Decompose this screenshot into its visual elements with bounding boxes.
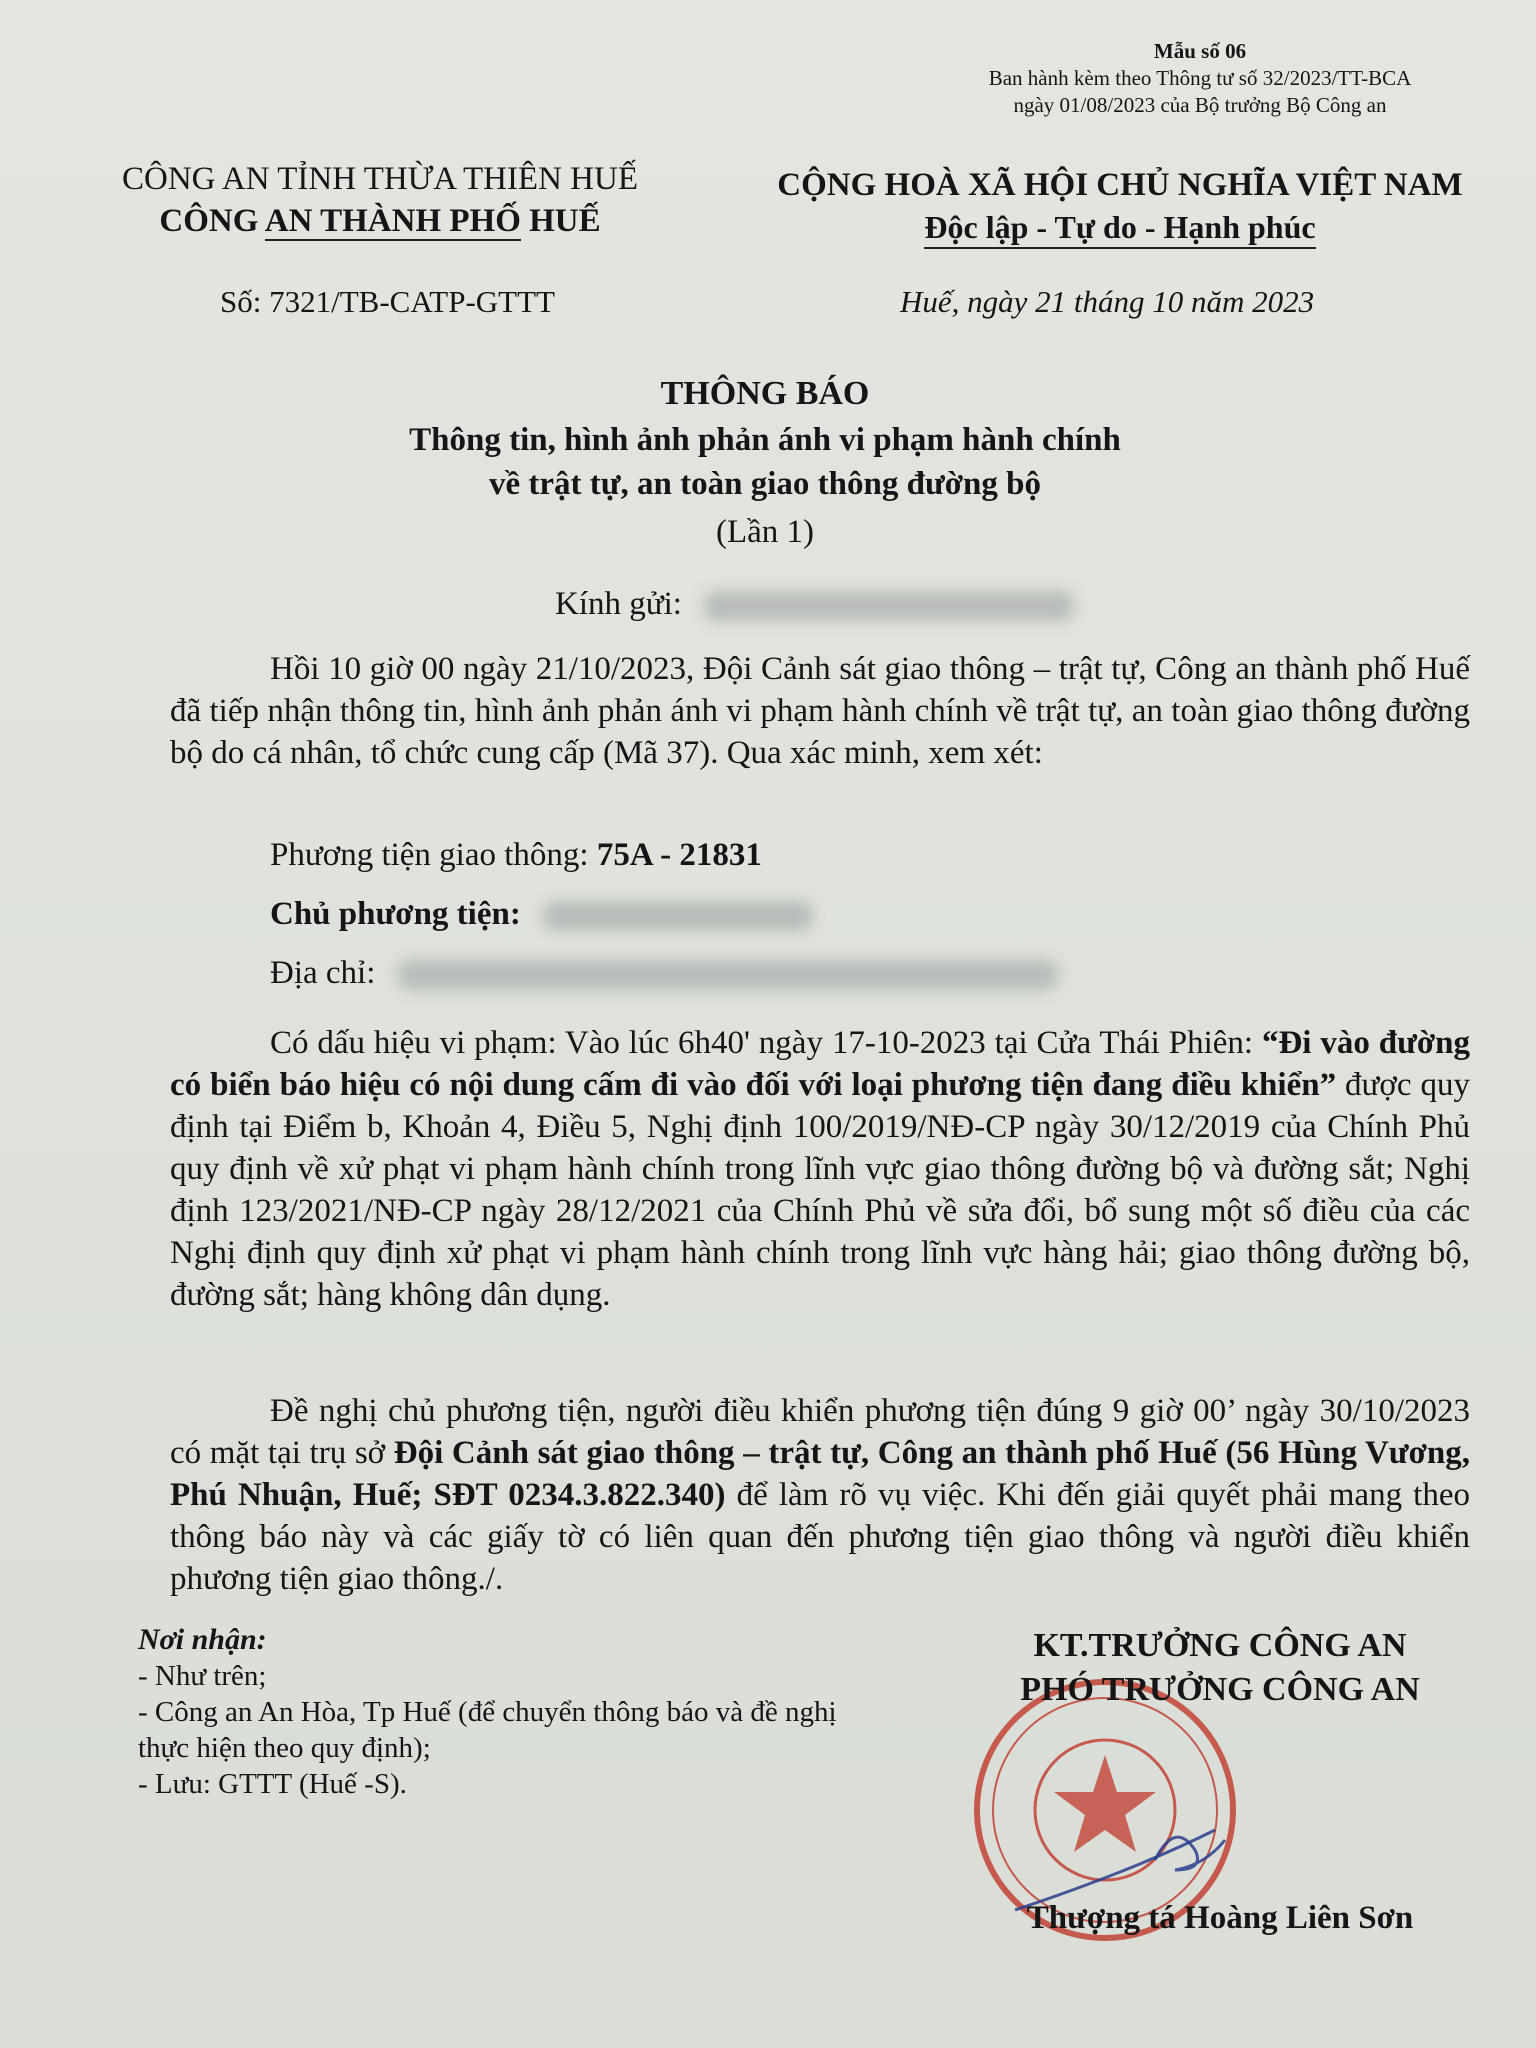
request-location: Đội Cảnh sát giao thông – trật tự, Công an thành phố Huế (56 Hùng Vương, Phú Nhuận, Huế; SĐT 0234.3.822.340) — [170, 1435, 1470, 1513]
paragraph-request — [170, 1390, 1470, 1600]
signature-block — [940, 1624, 1500, 1712]
recipient-item: - Công an An Hòa, Tp Huế (để chuyển thông báo và đề nghị thực hiện theo quy định); — [138, 1696, 837, 1764]
issuer-org-parent: CÔNG AN TỈNH THỪA THIÊN HUẾ — [121, 161, 638, 197]
nation-header — [750, 164, 1490, 248]
place-date: Huế, ngày 21 tháng 10 năm 2023 — [900, 284, 1315, 319]
signer-name: Thượng tá Hoàng Liên Sơn — [1026, 1900, 1414, 1936]
owner-label: Chủ phương tiện: — [270, 896, 521, 932]
issuer-org — [110, 200, 650, 242]
form-reference-line2: ngày 01/08/2023 của Bộ trưởng Bộ Công an — [1013, 93, 1387, 117]
vehicle-plate: 75A - 21831 — [596, 837, 762, 873]
issuer-header — [110, 158, 650, 242]
request-part1: Đề nghị chủ phương tiện, người điều khiển phương tiện đúng 9 giờ 00’ ngày 30/10/2023 có mặt tại trụ sở — [170, 1393, 1470, 1471]
nation-name: CỘNG HOÀ XÃ HỘI CHỦ NGHĨA VIỆT NAM — [777, 167, 1463, 203]
document-number — [220, 284, 555, 320]
recipients-block — [138, 1622, 878, 1802]
form-reference — [900, 38, 1500, 119]
violation-legal-basis: được quy định tại Điểm b, Khoản 4, Điều 5, Nghị định 100/2019/NĐ-CP ngày 30/12/2019 của Chính Phủ quy định về xử phạt vi phạm hành chính trong lĩnh vực giao thông đường bộ và đường sắt; Nghị định 123/2021/NĐ-CP ngày 28/12/2021 của Chính Phủ về sửa đổi, bổ sung một số điều của các Nghị định quy định xử phạt vi phạm hành chính trong lĩnh vực hàng hải; giao thông đường bộ, đường sắt; hàng không dân dụng. — [170, 1067, 1470, 1313]
form-number: Mẫu số 06 — [1153, 39, 1247, 63]
recipients-heading: Nơi nhận: — [138, 1623, 267, 1656]
addressee-redacted — [704, 591, 1074, 621]
request-part2: để làm rõ vụ việc. Khi đến giải quyết phải mang theo thông báo này và các giấy tờ có liên quan đến phương tiện giao thông và người điều khiển phương tiện giao thông./. — [170, 1477, 1470, 1597]
violation-quote: “Đi vào đường có biển báo hiệu có nội dung cấm đi vào đối với loại phương tiện đang điều khiển” — [170, 1025, 1470, 1103]
issuer-org-part2: AN THÀNH PHỐ — [264, 203, 521, 239]
owner-redacted — [543, 901, 813, 931]
vehicle-line — [270, 837, 762, 874]
owner-line — [270, 896, 813, 933]
document-subtitle-2: về trật tự, an toàn giao thông đường bộ — [488, 466, 1041, 502]
notice-round: (Lần 1) — [715, 514, 815, 550]
document-title: THÔNG BÁO — [660, 375, 870, 412]
document-number-label: Số: — [220, 284, 262, 319]
addressee-label: Kính gửi: — [555, 586, 682, 622]
address-redacted — [398, 960, 1058, 990]
signature-title-1: KT.TRƯỞNG CÔNG AN — [1033, 1627, 1407, 1664]
recipient-item: - Lưu: GTTT (Huế -S). — [138, 1768, 407, 1800]
signature-title-2: PHÓ TRƯỞNG CÔNG AN — [1020, 1671, 1420, 1708]
recipient-item: - Như trên; — [138, 1660, 267, 1692]
form-reference-line1: Ban hành kèm theo Thông tư số 32/2023/TT-BCA — [988, 66, 1412, 90]
address-label: Địa chỉ: — [270, 955, 376, 991]
issuer-org-part1: CÔNG — [159, 203, 265, 239]
document-number-value: 7321/TB-CATP-GTTT — [269, 284, 555, 319]
addressee — [555, 586, 1074, 623]
document-subtitle-1: Thông tin, hình ảnh phản ánh vi phạm hành chính — [409, 422, 1121, 458]
vehicle-label: Phương tiện giao thông: — [270, 837, 589, 873]
paragraph-violation — [170, 1022, 1470, 1316]
title-block — [200, 372, 1330, 554]
violation-intro: Có dấu hiệu vi phạm: Vào lúc 6h40' ngày 17-10-2023 tại Cửa Thái Phiên: — [270, 1025, 1254, 1061]
issuer-org-part3: HUẾ — [520, 203, 601, 239]
paragraph-intro: Hồi 10 giờ 00 ngày 21/10/2023, Đội Cảnh sát giao thông – trật tự, Công an thành phố Huế đã tiếp nhận thông tin, hình ảnh phản ánh vi phạm hành chính về trật tự, an toàn giao thông đường bộ do cá nhân, tổ chức cung cấp (Mã 37). Qua xác minh, xem xét: — [170, 651, 1470, 771]
address-line — [270, 955, 1058, 992]
nation-motto: Độc lập - Tự do - Hạnh phúc — [924, 209, 1315, 249]
nation-motto-row — [750, 206, 1490, 248]
